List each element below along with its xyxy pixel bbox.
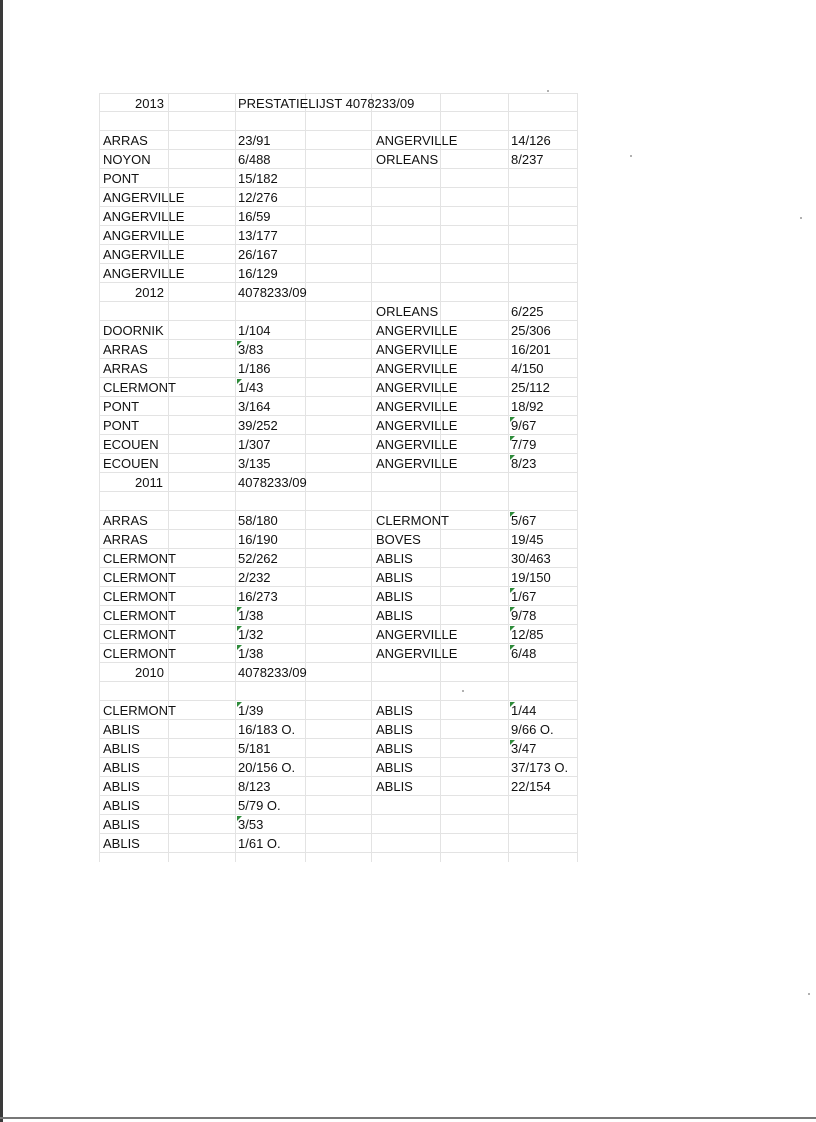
right-result: 25/112 xyxy=(511,380,550,395)
left-result: 52/262 xyxy=(238,551,278,566)
table-row xyxy=(99,454,577,473)
left-place: ABLIS xyxy=(103,817,140,832)
section-title: 4078233/09 xyxy=(238,285,307,300)
scan-speck xyxy=(547,90,549,92)
right-place: ANGERVILLE xyxy=(376,399,458,414)
left-result: 12/276 xyxy=(238,190,278,205)
table-row xyxy=(99,226,577,245)
left-place: ARRAS xyxy=(103,532,148,547)
right-result: 37/173 O. xyxy=(511,760,569,775)
right-place: ANGERVILLE xyxy=(376,418,458,433)
right-result: 30/463 xyxy=(511,551,551,566)
table-row xyxy=(99,264,577,283)
left-result: 8/123 xyxy=(238,779,271,794)
scan-edge-left xyxy=(0,0,3,1122)
left-result: 16/129 xyxy=(238,266,278,281)
table-row xyxy=(99,796,577,815)
right-result: 1/67 xyxy=(511,589,537,604)
right-result: 9/67 xyxy=(511,418,537,433)
left-place: ANGERVILLE xyxy=(103,247,185,262)
section-title: PRESTATIELIJST 4078233/09 xyxy=(238,96,415,111)
left-result: 58/180 xyxy=(238,513,278,528)
left-place: NOYON xyxy=(103,152,151,167)
left-place: ANGERVILLE xyxy=(103,209,185,224)
left-result: 1/43 xyxy=(238,380,264,395)
table-row xyxy=(99,416,577,435)
table-row xyxy=(99,777,577,796)
right-place: ABLIS xyxy=(376,570,413,585)
right-place: ANGERVILLE xyxy=(376,646,458,661)
left-result: 2/232 xyxy=(238,570,271,585)
left-result: 1/104 xyxy=(238,323,271,338)
table-row xyxy=(99,644,577,663)
scan-speck xyxy=(800,217,802,219)
right-place: ABLIS xyxy=(376,760,413,775)
year-header-row xyxy=(99,473,577,492)
right-place: ORLEANS xyxy=(376,152,439,167)
right-place: BOVES xyxy=(376,532,421,547)
section-title: 4078233/09 xyxy=(238,475,307,490)
right-result: 16/201 xyxy=(511,342,551,357)
table-row xyxy=(99,739,577,758)
left-place: PONT xyxy=(103,399,140,414)
grid-line xyxy=(577,93,578,862)
table-row xyxy=(99,815,577,834)
scan-speck xyxy=(630,155,632,157)
year-header-row xyxy=(99,283,577,302)
table-row xyxy=(99,758,577,777)
right-place: ANGERVILLE xyxy=(376,342,458,357)
left-result: 5/181 xyxy=(238,741,271,756)
right-place: ANGERVILLE xyxy=(376,456,458,471)
left-result: 5/79 O. xyxy=(238,798,281,813)
year-header-row xyxy=(99,93,577,112)
right-result: 14/126 xyxy=(511,133,551,148)
left-place: ABLIS xyxy=(103,779,140,794)
right-result: 18/92 xyxy=(511,399,544,414)
left-place: ECOUEN xyxy=(103,456,159,471)
table-row xyxy=(99,378,577,397)
right-place: ABLIS xyxy=(376,608,413,623)
right-result: 6/48 xyxy=(511,646,537,661)
right-result: 19/45 xyxy=(511,532,544,547)
left-result: 1/32 xyxy=(238,627,264,642)
right-result: 9/66 O. xyxy=(511,722,554,737)
right-result: 19/150 xyxy=(511,570,551,585)
right-result: 22/154 xyxy=(511,779,551,794)
right-place: ANGERVILLE xyxy=(376,133,458,148)
left-result: 1/186 xyxy=(238,361,271,376)
table-row xyxy=(99,188,577,207)
year-cell: 2013 xyxy=(135,96,164,111)
right-result: 8/23 xyxy=(511,456,537,471)
left-place: CLERMONT xyxy=(103,703,176,718)
left-result: 13/177 xyxy=(238,228,278,243)
table-row xyxy=(99,606,577,625)
year-cell: 2012 xyxy=(135,285,164,300)
left-place: PONT xyxy=(103,171,140,186)
right-place: ANGERVILLE xyxy=(376,323,458,338)
spacer-row xyxy=(99,492,577,511)
left-place: CLERMONT xyxy=(103,589,176,604)
right-result: 9/78 xyxy=(511,608,537,623)
right-place: ANGERVILLE xyxy=(376,627,458,642)
left-result: 1/307 xyxy=(238,437,271,452)
table-row xyxy=(99,359,577,378)
table-row xyxy=(99,701,577,720)
left-result: 23/91 xyxy=(238,133,271,148)
left-place: ANGERVILLE xyxy=(103,190,185,205)
right-place: ABLIS xyxy=(376,703,413,718)
right-result: 4/150 xyxy=(511,361,544,376)
right-place: CLERMONT xyxy=(376,513,449,528)
table-row xyxy=(99,587,577,606)
right-result: 8/237 xyxy=(511,152,544,167)
left-place: DOORNIK xyxy=(103,323,164,338)
table-row xyxy=(99,321,577,340)
left-result: 3/83 xyxy=(238,342,264,357)
right-result: 6/225 xyxy=(511,304,544,319)
left-result: 3/164 xyxy=(238,399,271,414)
right-result: 1/44 xyxy=(511,703,537,718)
table-row xyxy=(99,834,577,853)
section-title: 4078233/09 xyxy=(238,665,307,680)
right-result: 12/85 xyxy=(511,627,544,642)
left-place: ARRAS xyxy=(103,513,148,528)
year-header-row xyxy=(99,663,577,682)
year-cell: 2010 xyxy=(135,665,164,680)
spacer-row xyxy=(99,112,577,131)
table-row xyxy=(99,302,577,321)
left-place: ECOUEN xyxy=(103,437,159,452)
left-place: CLERMONT xyxy=(103,627,176,642)
left-result: 1/38 xyxy=(238,608,264,623)
right-place: ABLIS xyxy=(376,722,413,737)
left-place: ANGERVILLE xyxy=(103,228,185,243)
table-row xyxy=(99,150,577,169)
left-result: 20/156 O. xyxy=(238,760,296,775)
left-place: ABLIS xyxy=(103,760,140,775)
left-result: 16/59 xyxy=(238,209,271,224)
right-place: ABLIS xyxy=(376,551,413,566)
left-result: 1/61 O. xyxy=(238,836,281,851)
right-place: ABLIS xyxy=(376,779,413,794)
left-result: 6/488 xyxy=(238,152,271,167)
right-place: ANGERVILLE xyxy=(376,437,458,452)
table-row xyxy=(99,549,577,568)
left-result: 1/39 xyxy=(238,703,264,718)
left-place: ARRAS xyxy=(103,342,148,357)
right-result: 25/306 xyxy=(511,323,551,338)
table-row xyxy=(99,568,577,587)
right-result: 3/47 xyxy=(511,741,537,756)
table-row xyxy=(99,397,577,416)
table-row xyxy=(99,435,577,454)
right-result: 5/67 xyxy=(511,513,537,528)
table-row xyxy=(99,245,577,264)
left-result: 39/252 xyxy=(238,418,278,433)
left-place: PONT xyxy=(103,418,140,433)
table-row xyxy=(99,511,577,530)
left-result: 3/135 xyxy=(238,456,271,471)
left-place: CLERMONT xyxy=(103,570,176,585)
table-row xyxy=(99,625,577,644)
left-result: 16/183 O. xyxy=(238,722,296,737)
table-row xyxy=(99,530,577,549)
left-result: 1/38 xyxy=(238,646,264,661)
scan-edge-bottom xyxy=(0,1117,816,1119)
left-place: CLERMONT xyxy=(103,608,176,623)
table-row xyxy=(99,720,577,739)
performance-list-sheet xyxy=(99,93,577,853)
left-result: 15/182 xyxy=(238,171,278,186)
left-result: 16/190 xyxy=(238,532,278,547)
left-place: ABLIS xyxy=(103,741,140,756)
scan-speck xyxy=(808,993,810,995)
left-place: CLERMONT xyxy=(103,380,176,395)
table-row xyxy=(99,131,577,150)
right-place: ANGERVILLE xyxy=(376,361,458,376)
left-result: 16/273 xyxy=(238,589,278,604)
left-place: CLERMONT xyxy=(103,551,176,566)
left-place: ANGERVILLE xyxy=(103,266,185,281)
right-result: 7/79 xyxy=(511,437,537,452)
right-place: ABLIS xyxy=(376,589,413,604)
left-place: CLERMONT xyxy=(103,646,176,661)
table-row xyxy=(99,340,577,359)
table-row xyxy=(99,169,577,188)
right-place: ABLIS xyxy=(376,741,413,756)
right-place: ORLEANS xyxy=(376,304,439,319)
left-place: ARRAS xyxy=(103,361,148,376)
left-place: ARRAS xyxy=(103,133,148,148)
left-place: ABLIS xyxy=(103,798,140,813)
left-place: ABLIS xyxy=(103,836,140,851)
left-place: ABLIS xyxy=(103,722,140,737)
spacer-row xyxy=(99,682,577,701)
right-place: ANGERVILLE xyxy=(376,380,458,395)
table-row xyxy=(99,207,577,226)
left-result: 3/53 xyxy=(238,817,264,832)
year-cell: 2011 xyxy=(135,475,163,490)
left-result: 26/167 xyxy=(238,247,278,262)
